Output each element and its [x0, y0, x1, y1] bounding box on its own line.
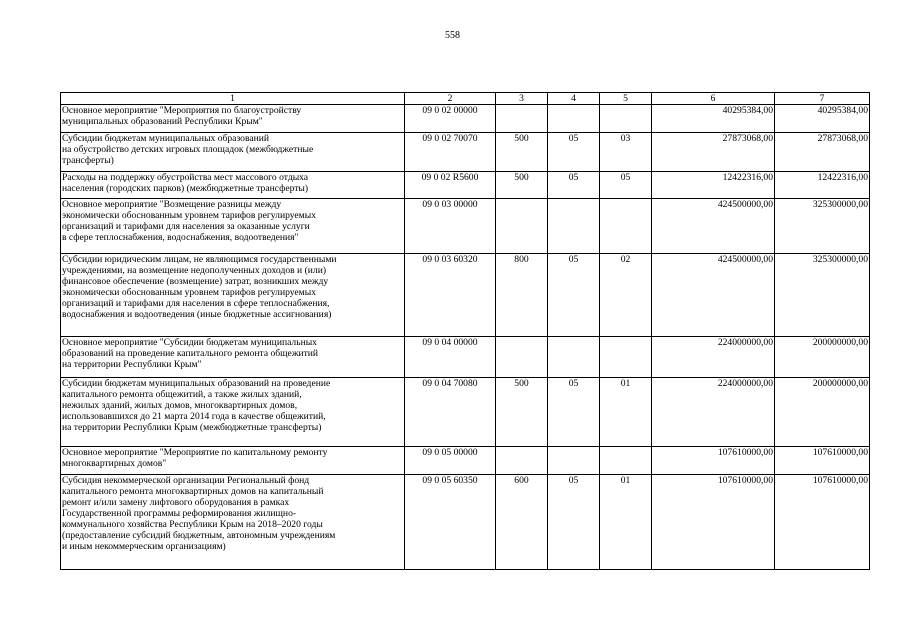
row-sum-6: 424500000,00 — [652, 254, 775, 337]
row-sum-6: 107610000,00 — [652, 475, 775, 570]
row-col-3 — [496, 447, 548, 475]
row-name: Субсидии юридическим лицам, не являющимся государственными учреждениями, на возмещение недополученных доходов и (или) финансовое обеспечение (возмещение) затрат, возникших между экономически обоснованным уровнем тарифов регулируемых организаций и тарифами для населения в сфере теплоснабжения, водоснабжения и водоотведения (иные бюджетные ассигнования) — [61, 254, 405, 337]
table-row — [61, 172, 870, 199]
header-col-3: 3 — [496, 93, 548, 105]
row-code: 09 0 04 70080 — [405, 378, 496, 447]
row-col-5: 01 — [600, 378, 652, 447]
row-col-5 — [600, 199, 652, 254]
table-row — [61, 337, 870, 378]
header-col-2: 2 — [405, 93, 496, 105]
row-code: 09 0 02 00000 — [405, 105, 496, 133]
row-name: Основное мероприятие "Возмещение разницы между экономически обоснованным уровнем тарифов регулируемых организаций и тарифами для населения за оказанные услуги в сфере теплоснабжения, водоснабжения, водоотведения" — [61, 199, 405, 254]
row-name: Основное мероприятие "Мероприятие по капитальному ремонту многоквартирных домов" — [61, 447, 405, 475]
row-col-5: 05 — [600, 172, 652, 199]
row-sum-6: 424500000,00 — [652, 199, 775, 254]
row-code: 09 0 02 R5600 — [405, 172, 496, 199]
table-row — [61, 199, 870, 254]
page-number: 558 — [445, 30, 460, 41]
row-sum-7: 107610000,00 — [775, 475, 870, 570]
row-code: 09 0 04 00000 — [405, 337, 496, 378]
table-row — [61, 254, 870, 337]
row-col-3 — [496, 105, 548, 133]
row-col-3: 600 — [496, 475, 548, 570]
row-sum-7: 40295384,00 — [775, 105, 870, 133]
row-col-4: 05 — [548, 172, 600, 199]
header-col-5: 5 — [600, 93, 652, 105]
row-code: 09 0 03 00000 — [405, 199, 496, 254]
table-row — [61, 475, 870, 570]
row-col-5 — [600, 105, 652, 133]
table-row — [61, 133, 870, 172]
table-row — [61, 378, 870, 447]
row-col-4 — [548, 337, 600, 378]
table-row — [61, 447, 870, 475]
row-sum-6: 27873068,00 — [652, 133, 775, 172]
row-sum-7: 325300000,00 — [775, 254, 870, 337]
row-sum-7: 325300000,00 — [775, 199, 870, 254]
row-name: Субсидии бюджетам муниципальных образований на проведение капитального ремонта общежитий, а также жилых зданий, нежилых зданий, жилых домов, многоквартирных домов, использовавшихся до 21 марта 2014 года в качестве общежитий, на территории Республики Крым (межбюджетные трансферты) — [61, 378, 405, 447]
header-col-7: 7 — [775, 93, 870, 105]
row-col-3: 800 — [496, 254, 548, 337]
row-sum-7: 12422316,00 — [775, 172, 870, 199]
row-code: 09 0 05 60350 — [405, 475, 496, 570]
row-col-4 — [548, 105, 600, 133]
row-code: 09 0 05 00000 — [405, 447, 496, 475]
row-col-5: 02 — [600, 254, 652, 337]
header-col-4: 4 — [548, 93, 600, 105]
row-sum-7: 27873068,00 — [775, 133, 870, 172]
row-name: Основное мероприятие "Мероприятия по благоустройству муниципальных образований Республики Крым" — [61, 105, 405, 133]
row-sum-7: 200000000,00 — [775, 337, 870, 378]
row-col-4 — [548, 447, 600, 475]
row-sum-6: 12422316,00 — [652, 172, 775, 199]
row-name: Субсидии бюджетам муниципальных образований на обустройство детских игровых площадок (межбюджетные трансферты) — [61, 133, 405, 172]
row-col-4: 05 — [548, 133, 600, 172]
table-row — [61, 105, 870, 133]
row-col-4: 05 — [548, 475, 600, 570]
row-col-5: 03 — [600, 133, 652, 172]
row-sum-6: 107610000,00 — [652, 447, 775, 475]
row-col-4: 05 — [548, 378, 600, 447]
row-col-5 — [600, 337, 652, 378]
row-name: Основное мероприятие "Субсидии бюджетам муниципальных образований на проведение капитального ремонта общежитий на территории Республики Крым" — [61, 337, 405, 378]
row-sum-6: 224000000,00 — [652, 378, 775, 447]
row-code: 09 0 02 70070 — [405, 133, 496, 172]
row-col-5 — [600, 447, 652, 475]
row-code: 09 0 03 60320 — [405, 254, 496, 337]
row-name: Расходы на поддержку обустройства мест массового отдыха населения (городских парков) (межбюджетные трансферты) — [61, 172, 405, 199]
row-name: Субсидия некоммерческой организации Региональный фонд капитального ремонта многоквартирных домов на капитальный ремонт и/или замену лифтового оборудования в рамках Государственной программы реформирования жилищно- коммунального хозяйства Республики Крым на 2018–2020 годы (предоставление субсидий бюджетным, автономным учреждениям и иным некоммерческим организациям) — [61, 475, 405, 570]
row-col-3: 500 — [496, 172, 548, 199]
row-sum-6: 224000000,00 — [652, 337, 775, 378]
row-sum-7: 107610000,00 — [775, 447, 870, 475]
row-col-3 — [496, 337, 548, 378]
header-col-6: 6 — [652, 93, 775, 105]
row-col-3: 500 — [496, 378, 548, 447]
row-sum-7: 200000000,00 — [775, 378, 870, 447]
row-col-3: 500 — [496, 133, 548, 172]
row-col-5: 01 — [600, 475, 652, 570]
row-col-4 — [548, 199, 600, 254]
header-row — [61, 93, 870, 105]
header-col-1: 1 — [61, 93, 405, 105]
row-col-3 — [496, 199, 548, 254]
budget-table — [60, 92, 870, 570]
row-sum-6: 40295384,00 — [652, 105, 775, 133]
row-col-4: 05 — [548, 254, 600, 337]
